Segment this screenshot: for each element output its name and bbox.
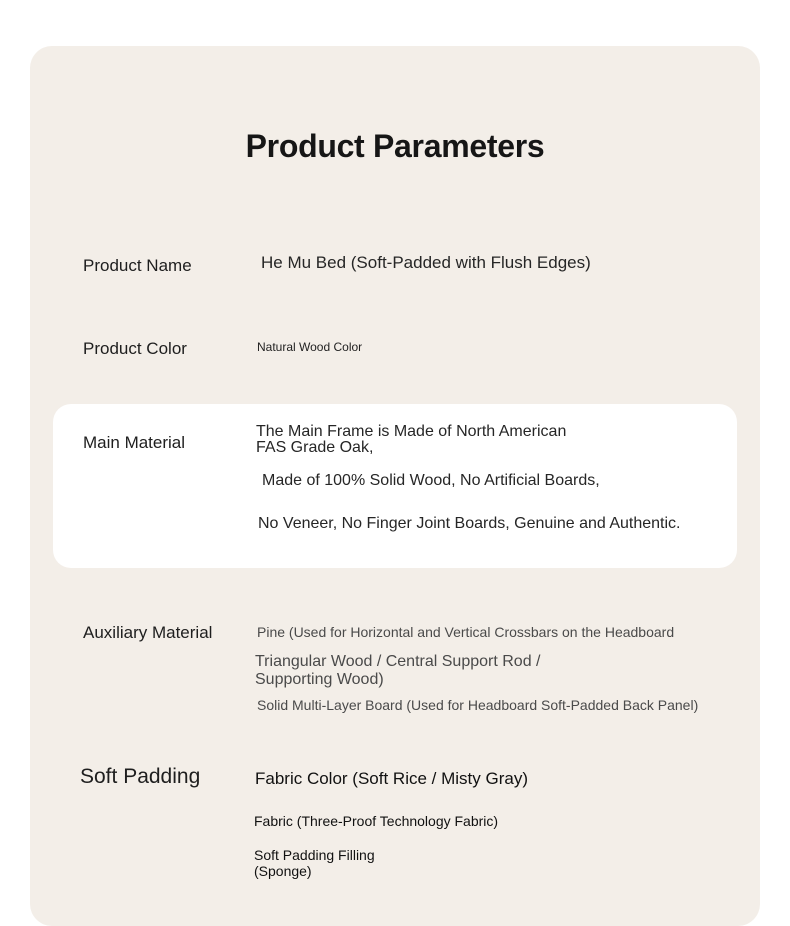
main-material-line-1b: FAS Grade Oak, <box>256 439 374 456</box>
soft-padding-line-2: Fabric (Three-Proof Technology Fabric) <box>254 813 499 829</box>
soft-padding-line-3b: (Sponge) <box>254 863 312 879</box>
product-color-value: Natural Wood Color <box>257 340 363 354</box>
auxiliary-material-line-1: Pine (Used for Horizontal and Vertical Crossbars on the Headboard <box>257 624 675 640</box>
main-material-line-2: Made of 100% Solid Wood, No Artificial Boards, <box>262 472 600 489</box>
soft-padding-line-3 <box>254 847 375 879</box>
main-material-line-1a: The Main Frame is Made of North American <box>256 423 567 440</box>
auxiliary-material-line-2 <box>255 653 540 689</box>
main-material-line-3: No Veneer, No Finger Joint Boards, Genuine and Authentic. <box>258 515 681 532</box>
product-color-label: Product Color <box>83 339 187 358</box>
auxiliary-material-label: Auxiliary Material <box>83 623 213 642</box>
auxiliary-material-line-2a: Triangular Wood / Central Support Rod / <box>255 653 541 670</box>
auxiliary-material-line-2b: Supporting Wood) <box>255 671 384 688</box>
main-material-label: Main Material <box>83 433 186 452</box>
product-name-label: Product Name <box>83 256 192 275</box>
main-material-line-1 <box>256 424 566 456</box>
auxiliary-material-line-3: Solid Multi-Layer Board (Used for Headboard Soft-Padded Back Panel) <box>257 697 699 713</box>
page-title: Product Parameters <box>245 128 545 164</box>
soft-padding-label: Soft Padding <box>80 765 201 788</box>
soft-padding-line-3a: Soft Padding Filling <box>254 847 375 863</box>
product-name-value: He Mu Bed (Soft-Padded with Flush Edges) <box>261 253 591 272</box>
soft-padding-line-1: Fabric Color (Soft Rice / Misty Gray) <box>255 769 528 788</box>
